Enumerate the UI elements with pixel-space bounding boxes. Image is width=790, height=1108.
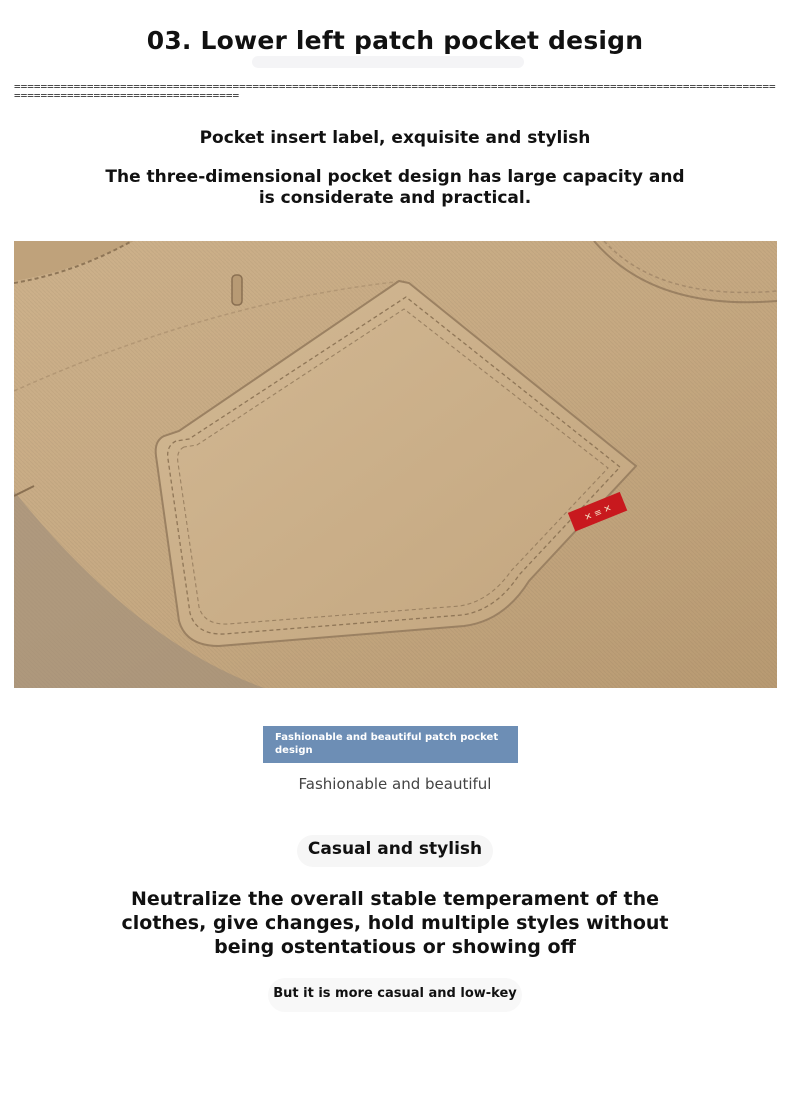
feature-banner: Fashionable and beautiful patch pocket design	[263, 726, 518, 763]
feature-caption: Fashionable and beautiful	[298, 775, 492, 793]
style-footnote: But it is more casual and low-key	[273, 986, 517, 1001]
dashed-divider: =====================================================================================================================================================	[14, 82, 776, 102]
svg-text:✕ ≡ ✕: ✕ ≡ ✕	[583, 503, 614, 524]
title-shadow	[252, 56, 524, 68]
pocket-photo	[14, 241, 777, 688]
section-subtitle: Pocket insert label, exquisite and stylish	[199, 128, 591, 148]
pocket-photo-illustration	[14, 241, 777, 688]
style-statement: Neutralize the overall stable temperament of the clothes, give changes, hold multiple styles without being ostentatious or showing off	[121, 888, 669, 958]
page-title: 03. Lower left patch pocket design	[146, 26, 644, 55]
style-heading: Casual and stylish	[307, 839, 483, 859]
section-description: The three-dimensional pocket design has large capacity and is considerate and practical.	[105, 167, 685, 208]
